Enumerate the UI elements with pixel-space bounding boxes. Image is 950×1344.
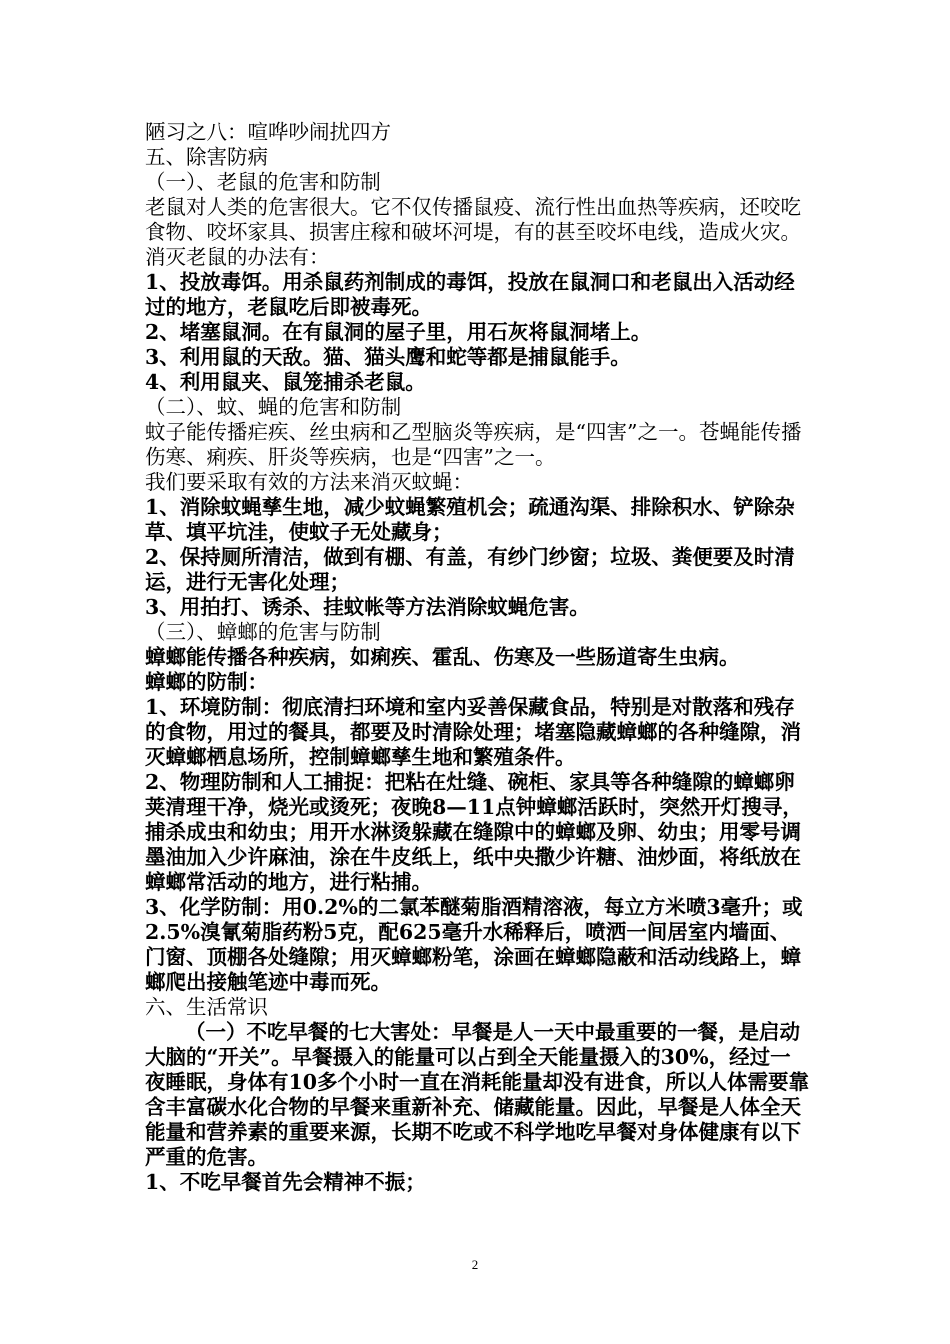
- paragraph-mosquito-harm: 蚊子能传播疟疾、丝虫病和乙型脑炎等疾病，是“四害”之一。苍蝇能传播伤寒、痢疾、肝炎等疾病，也是“四害”之一。: [145, 420, 802, 469]
- paragraph-rat-methods-intro: 消灭老鼠的办法有：: [145, 245, 330, 269]
- list-item-mosquito-method-3: 3、用拍打、诱杀、挂蚊帐等方法消除蚊蝇危害。: [145, 595, 590, 619]
- list-item-rat-method-1: 1、投放毒饵。用杀鼠药剂制成的毒饵，投放在鼠洞口和老鼠出入活动经过的地方，老鼠吃后即被毒死。: [145, 270, 795, 319]
- list-item-cockroach-method-3: 3、化学防制：用0.2%的二氯苯醚菊脂酒精溶液，每立方米喷3毫升；或2.5%溴氰菊脂药粉5克，配625毫升水稀释后，喷洒一间居室内墙面、门窗、顶棚各处缝隙；用灭蟑螂粉笔，涂画在蟑螂隐蔽和活动线路上，蟑螂爬出接触笔迹中毒而死。: [145, 895, 803, 994]
- list-item-cockroach-method-2: 2、物理防制和人工捕捉：把粘在灶缝、碗柜、家具等各种缝隙的蟑螂卵荚清理干净，烧光或烫死；夜晚8—11点钟蟑螂活跃时，突然开灯搜寻，捕杀成虫和幼虫；用开水淋烫躲藏在缝隙中的蟑螂及卵、幼虫；用零号调墨油加入少许麻油，涂在牛皮纸上，纸中央撒少许糖、油炒面，将纸放在蟑螂常活动的地方，进行粘捕。: [145, 770, 803, 894]
- chapter-title: 陋习之八：喧哗吵闹扰四方: [145, 120, 391, 144]
- list-item-rat-method-4: 4、利用鼠夹、鼠笼捕杀老鼠。: [145, 370, 426, 394]
- paragraph-cockroach-harm: 蟑螂能传播各种疾病，如痢疾、霍乱、伤寒及一些肠道寄生虫病。: [145, 645, 740, 669]
- document-body: [145, 120, 810, 1195]
- paragraph-rat-harm: 老鼠对人类的危害很大。它不仅传播鼠疫、流行性出血热等疾病，还咬吃食物、咬坏家具、损害庄稼和破坏河堤，有的甚至咬坏电线，造成火灾。: [145, 195, 801, 244]
- list-item-mosquito-method-2: 2、保持厕所清洁，做到有棚、有盖，有纱门纱窗；垃圾、粪便要及时清运，进行无害化处理；: [145, 545, 795, 594]
- page-number: 2: [471, 1257, 479, 1272]
- paragraph-mosquito-intro: 我们要采取有效的方法来消灭蚊蝇：: [145, 470, 473, 494]
- subsection-heading-cockroaches: （三）、蟑螂的危害与防制: [145, 620, 381, 644]
- list-item-cockroach-method-1: 1、环境防制：彻底清扫环境和室内妥善保藏食品，特别是对散落和残存的食物，用过的餐具，都要及时清除处理；堵塞隐藏蟑螂的各种缝隙，消灭蟑螂栖息场所，控制蟑螂孳生地和繁殖条件。: [145, 695, 801, 769]
- list-item-rat-method-2: 2、堵塞鼠洞。在有鼠洞的屋子里，用石灰将鼠洞堵上。: [145, 320, 652, 344]
- subsection-heading-mosquitoes: （二）、蚊、蝇的危害和防制: [145, 395, 402, 419]
- list-item-mosquito-method-1: 1、消除蚊蝇孳生地，减少蚊蝇繁殖机会；疏通沟渠、排除积水、铲除杂草、填平坑洼，使蚊子无处藏身；: [145, 495, 795, 544]
- list-item-breakfast-harm-1: 1、不吃早餐首先会精神不振；: [145, 1170, 426, 1194]
- section-heading-five: 五、除害防病: [145, 145, 268, 169]
- paragraph-cockroach-intro: 蟑螂的防制：: [145, 670, 268, 694]
- list-item-rat-method-3: 3、利用鼠的天敌。猫、猫头鹰和蛇等都是捕鼠能手。: [145, 345, 631, 369]
- paragraph-breakfast-intro: （一）不吃早餐的七大害处：早餐是人一天中最重要的一餐，是启动大脑的“开关”。早餐摄入的能量可以占到全天能量摄入的30%，经过一夜睡眠，身体有10多个小时一直在消耗能量却没有进食，所以人体需要靠含丰富碳水化合物的早餐来重新补充、储藏能量。因此，早餐是人体全天能量和营养素的重要来源，长期不吃或不科学地吃早餐对身体健康有以下严重的危害。: [145, 1020, 810, 1169]
- section-heading-six: 六、生活常识: [145, 995, 268, 1019]
- subsection-heading-rats: （一）、老鼠的危害和防制: [145, 170, 381, 194]
